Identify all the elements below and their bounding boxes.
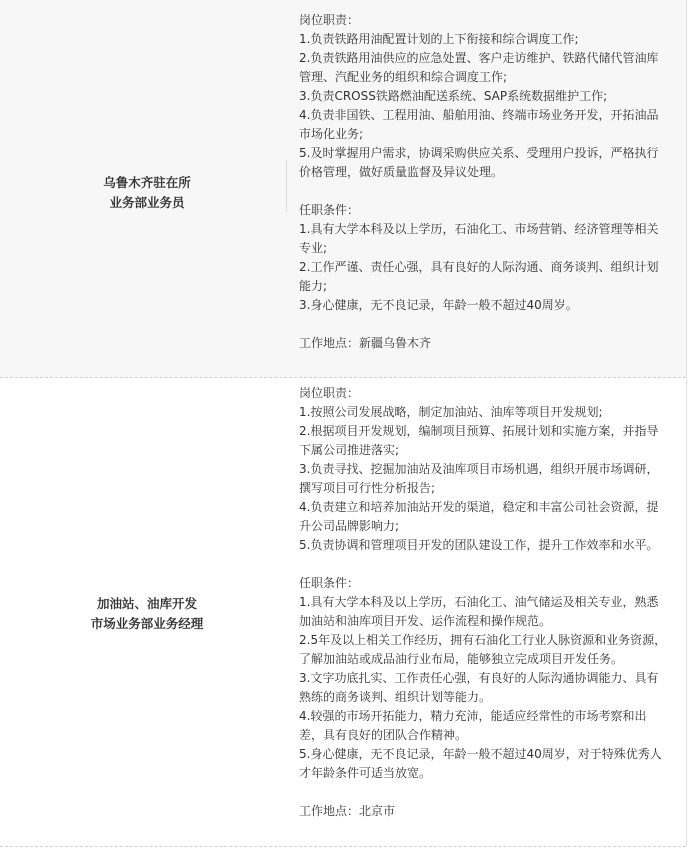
detail-line: 工作地点：北京市 [299, 804, 396, 818]
detail-line: 能力; [299, 279, 328, 293]
paragraph-gap [299, 315, 677, 334]
paragraph-gap [299, 182, 677, 201]
detail-line: 下属公司推进落实; [299, 443, 400, 457]
job-title-cell [12, 173, 282, 213]
row-right-border [686, 0, 687, 377]
detail-line: 撰写项目可行性分析报告; [299, 481, 436, 495]
detail-line: 任职条件： [299, 203, 360, 217]
row-right-border [686, 378, 687, 846]
detail-line: 4.负责建立和培养加油站开发的渠道，稳定和丰富公司社会资源，提 [299, 500, 659, 514]
detail-line: 1.负责铁路用油配置计划的上下衔接和综合调度工作; [299, 32, 579, 46]
detail-line: 2.负责铁路用油供应的应急处置、客户走访维护、铁路代储代管油库 [299, 51, 659, 65]
detail-line: 管理、汽配业务的组织和综合调度工作; [299, 70, 508, 84]
detail-line: 加油站和油库项目开发、运作流程和操作规范。 [299, 614, 552, 628]
detail-line: 才年龄条件可适当放宽。 [299, 766, 432, 780]
job-detail-cell [299, 384, 677, 821]
detail-line: 任职条件： [299, 576, 360, 590]
paragraph-gap [299, 783, 677, 802]
job-detail-cell [299, 11, 677, 353]
detail-line: 4.较强的市场开拓能力，精力充沛，能适应经常性的市场考察和出 [299, 709, 647, 723]
job-title-line: 市场业务部业务经理 [90, 616, 204, 631]
cell-divider [286, 160, 287, 212]
detail-line: 5.身心健康，无不良记录，年龄一般不超过40周岁，对于特殊优秀人 [299, 747, 662, 761]
detail-line: 5.及时掌握用户需求，协调采购供应关系、受理用户投诉，严格执行 [299, 146, 659, 160]
detail-line: 专业; [299, 241, 328, 255]
job-title-cell [12, 594, 282, 634]
detail-line: 岗位职责： [299, 13, 360, 27]
detail-line: 2.根据项目开发规划，编制项目预算、拓展计划和实施方案，并指导 [299, 424, 659, 438]
detail-line: 了解加油站或成品油行业布局，能够独立完成项目开发任务。 [299, 652, 624, 666]
job-row-beijing [0, 378, 686, 847]
paragraph-gap [299, 555, 677, 574]
detail-line: 4.负责非国铁、工程用油、船舶用油、终端市场业务开发，开拓油品 [299, 108, 659, 122]
detail-line: 差，具有良好的团队合作精神。 [299, 728, 468, 742]
detail-line: 1.具有大学本科及以上学历，石油化工、市场营销、经济管理等相关 [299, 222, 659, 236]
detail-line: 熟练的商务谈判、组织计划等能力。 [299, 690, 492, 704]
job-title-line: 乌鲁木齐驻在所 [103, 175, 191, 190]
detail-line: 1.具有大学本科及以上学历，石油化工、油气储运及相关专业，熟悉 [299, 595, 659, 609]
detail-line: 1.按照公司发展战略，制定加油站、油库等项目开发规划; [299, 405, 603, 419]
detail-line: 3.负责CROSS铁路燃油配送系统、SAP系统数据维护工作; [299, 89, 608, 103]
job-row-urumqi [0, 0, 686, 378]
detail-line: 价格管理，做好质量监督及异议处理。 [299, 165, 504, 179]
detail-line: 2.工作严谨、责任心强，具有良好的人际沟通、商务谈判、组织计划 [299, 260, 659, 274]
detail-line: 3.负责寻找、挖掘加油站及油库项目市场机遇，组织开展市场调研， [299, 462, 659, 476]
detail-line: 2.5年及以上相关工作经历，拥有石油化工行业人脉资源和业务资源， [299, 633, 667, 647]
detail-line: 岗位职责： [299, 386, 360, 400]
detail-line: 升公司品牌影响力; [299, 519, 400, 533]
detail-line: 3.文字功底扎实、工作责任心强，有良好的人际沟通协调能力、具有 [299, 671, 659, 685]
job-title-line: 加油站、油库开发 [96, 596, 197, 611]
detail-line: 3.身心健康，无不良记录，年龄一般不超过40周岁。 [299, 298, 578, 312]
job-title-line: 业务部业务员 [109, 195, 185, 210]
detail-line: 工作地点：新疆乌鲁木齐 [299, 336, 432, 350]
detail-line: 5.负责协调和管理项目开发的团队建设工作，提升工作效率和水平。 [299, 538, 659, 552]
detail-line: 市场化业务; [299, 127, 364, 141]
